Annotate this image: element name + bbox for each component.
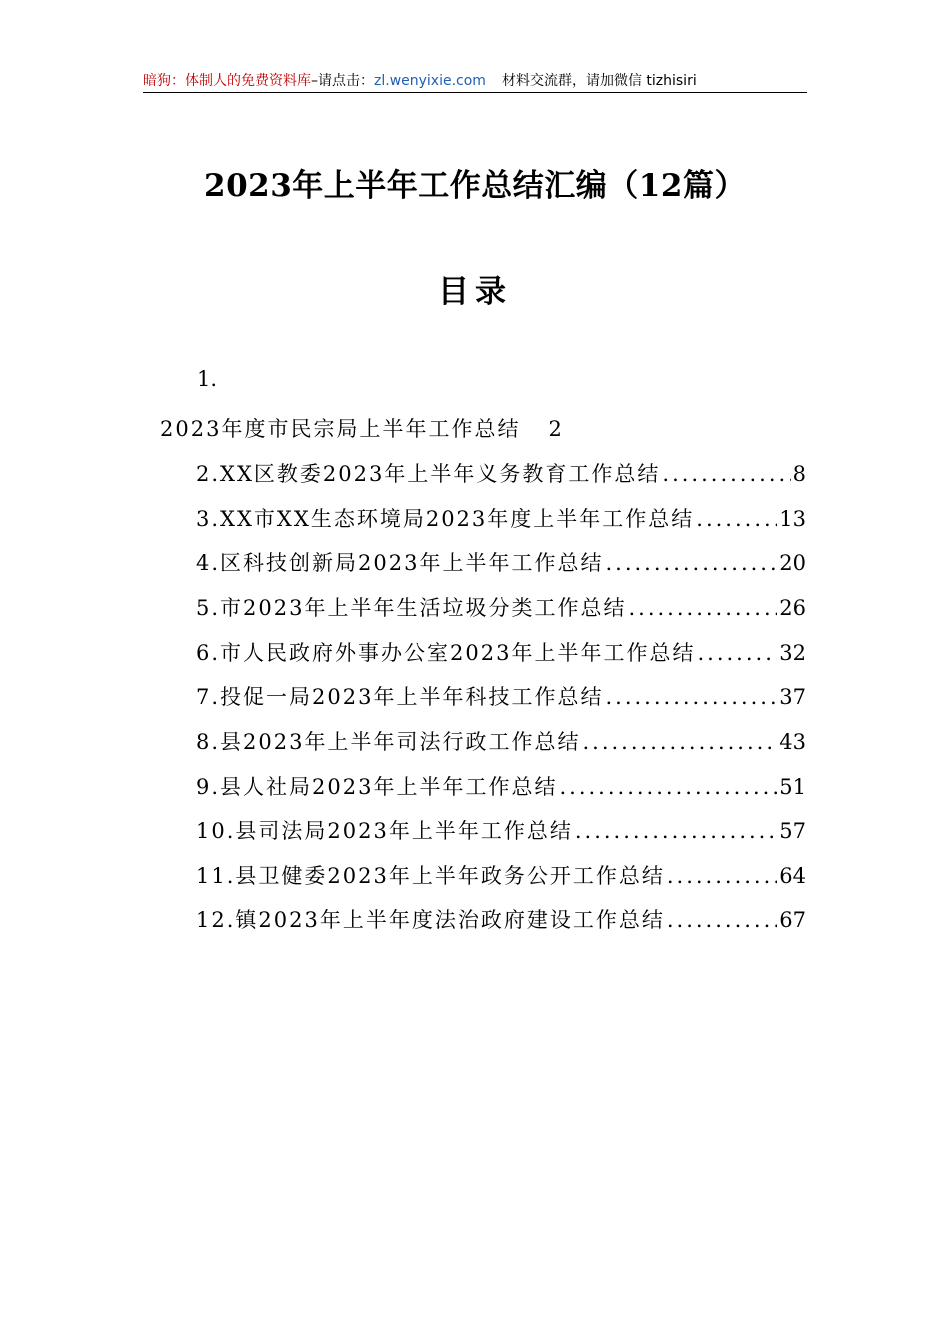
toc-item-2[interactable]: [196, 458, 806, 490]
toc-leader-dots: [697, 641, 777, 665]
toc-leader-dots: [575, 819, 777, 843]
toc-item-label: 8.县2023年上半年司法行政工作总结: [196, 730, 581, 754]
toc-item-label: 7.投促一局2023年上半年科技工作总结: [196, 685, 604, 709]
toc-item-label: 6.市人民政府外事办公室2023年上半年工作总结: [196, 641, 696, 665]
toc-item-1[interactable]: [160, 413, 564, 443]
toc-item-page: 13: [779, 507, 806, 531]
toc-item-label: 11.县卫健委2023年上半年政务公开工作总结: [196, 864, 665, 888]
header-url-link[interactable]: zl.wenyixie.com: [374, 73, 486, 89]
toc-item-page: 57: [779, 819, 806, 843]
toc-item-11[interactable]: [196, 860, 806, 892]
header-group-info: 材料交流群，请加微信 tizhisiri: [501, 73, 697, 89]
toc-item-label: 10.县司法局2023年上半年工作总结: [196, 819, 573, 843]
toc-leader-dots: [605, 685, 777, 709]
toc-item-7[interactable]: [196, 681, 806, 713]
toc-item-9[interactable]: [196, 771, 806, 803]
page-header: [143, 70, 807, 93]
toc-heading: 目录: [438, 274, 512, 310]
toc-leader-dots: [628, 596, 777, 620]
toc-leader-dots: [559, 775, 777, 799]
toc-item-1-number: 1.: [197, 367, 218, 391]
toc-leader-dots: [696, 507, 777, 531]
toc-item-label: 2023年度市民宗局上半年工作总结: [160, 417, 521, 441]
toc-item-page: 20: [779, 551, 806, 575]
toc-leader-dots: [667, 864, 777, 888]
toc-item-10[interactable]: [196, 815, 806, 847]
toc-item-page: 32: [779, 641, 806, 665]
toc-leader-dots: [667, 908, 777, 932]
toc-item-page: 2: [548, 417, 564, 441]
toc-item-page: 67: [779, 908, 806, 932]
toc-leader-dots: [605, 551, 777, 575]
toc-item-3[interactable]: [196, 503, 806, 535]
toc-item-label: 2.XX区教委2023年上半年义务教育工作总结: [196, 462, 661, 486]
toc-item-label: 9.县人社局2023年上半年工作总结: [196, 775, 558, 799]
header-site-name: 暗狗：体制人的免费资料库: [143, 73, 311, 89]
toc-leader-dots: [582, 730, 777, 754]
toc-item-page: 51: [779, 775, 806, 799]
toc-item-12[interactable]: [196, 904, 806, 936]
toc-item-label: 12.镇2023年上半年度法治政府建设工作总结: [196, 908, 665, 932]
toc-item-label: 5.市2023年上半年生活垃圾分类工作总结: [196, 596, 627, 620]
toc-item-page: 43: [779, 730, 806, 754]
document-title: 2023年上半年工作总结汇编（12篇）: [204, 168, 746, 204]
toc-item-label: 3.XX市XX生态环境局2023年度上半年工作总结: [196, 507, 695, 531]
toc-item-label: 4.区科技创新局2023年上半年工作总结: [196, 551, 604, 575]
toc-item-page: 64: [779, 864, 806, 888]
toc-item-page: 26: [779, 596, 806, 620]
toc-item-5[interactable]: [196, 592, 806, 624]
toc-item-8[interactable]: [196, 726, 806, 758]
toc-leader-dots: [662, 462, 790, 486]
toc-item-page: 8: [792, 462, 806, 486]
header-click-prompt: –请点击：: [311, 73, 374, 89]
toc-item-page: 37: [779, 685, 806, 709]
toc-item-4[interactable]: [196, 547, 806, 579]
toc-item-6[interactable]: [196, 637, 806, 669]
